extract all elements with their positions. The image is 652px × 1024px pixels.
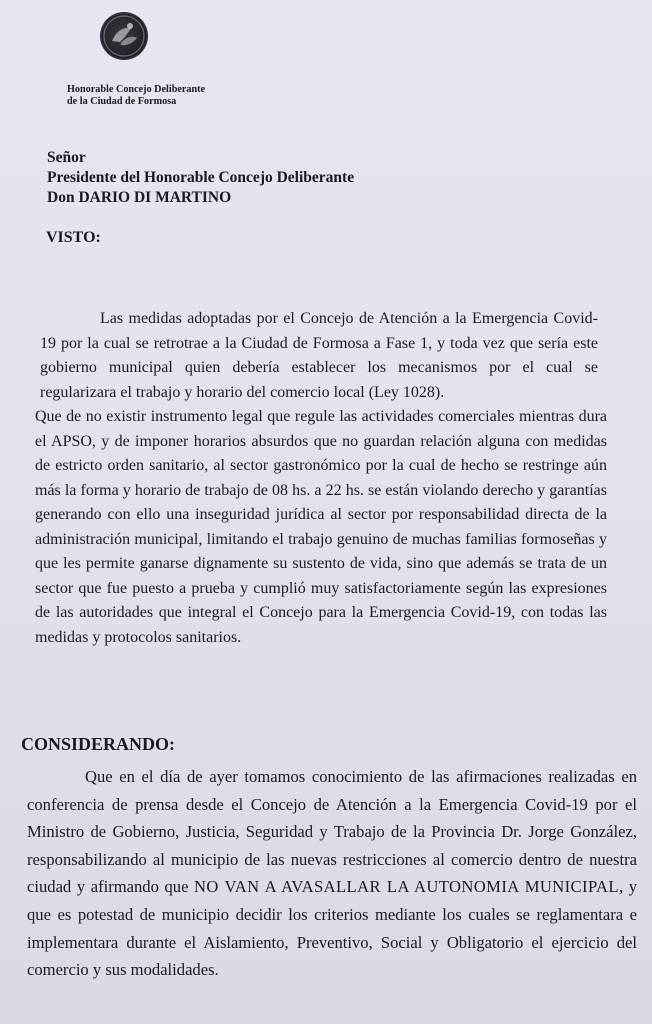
visto-paragraph-2: Que de no existir instrumento legal que regule las actividades comerciales mientras dura el APSO, y de imponer horarios absurdos que no guardan relación alguna con medidas de estricto orden sanitario, al sector gastronómico por la cual de hecho se restringe aún más la forma y horario de trabajo de 08 hs. a 22 hs. se están violando derecho y garantías generando con ello una inseguridad jurídica al sector por responsabilidad directa de la administración municipal, limitando el trabajo genuino de muchas familias formoseñas y que les permite ganarse dignamente su sustento de vida, sino que además se trata de un sector que fue puesto a prueba y cumplió muy satisfactoriamente según las expresiones de las autoridades que integral el Concejo para la Emergencia Covid-19, con todas las medidas y protocolos sanitarios. xyxy=(35,408,607,646)
addressee-salutation: Señor xyxy=(47,149,86,166)
considerando-emphasis: NO VAN A AVASALLAR LA AUTONOMIA MUNICIPAL xyxy=(194,877,619,897)
considerando-text-part-2: , y que es potestad de municipio decidir los criterios mediante los cuales se reglamentara e implementara durante el Aislamiento, Preventivo, Social y Obligatorio el ejercicio del comercio y sus modalidades. xyxy=(27,877,638,980)
visto-paragraph-1: Las medidas adoptadas por el Concejo de Atención a la Emergencia Covid-19 por la cual se retrotrae a la Ciudad de Formosa a Fase 1, y toda vez que sería este gobierno municipal quien debería establecer los mecanismos por el cual se regularizara el trabajo y horario del comercio local (Ley 1028). xyxy=(40,310,598,401)
considerando-heading: CONSIDERANDO: xyxy=(21,734,176,754)
municipal-seal-logo xyxy=(101,13,147,59)
addressee-block xyxy=(47,148,354,208)
considerando-text-part-1: Que en el día de ayer tomamos conocimiento de las afirmaciones realizadas en conferencia de prensa desde el Concejo de Atención a la Emergencia Covid-19 por el Ministro de Gobierno, Justicia, Seguridad y Trabajo de la Provincia Dr. Jorge González, responsabilizando al municipio de las nuevas restricciones al comercio dentro de nuestra ciudad y afirmando que xyxy=(27,767,637,897)
addressee-title: Presidente del Honorable Concejo Deliberante xyxy=(47,169,355,186)
addressee-name: Don DARIO DI MARTINO xyxy=(47,189,232,206)
org-line-1: Honorable Concejo Deliberante xyxy=(67,84,206,95)
visto-heading: VISTO: xyxy=(46,229,101,246)
organization-name xyxy=(67,84,205,108)
org-line-2: de la Ciudad de Formosa xyxy=(67,96,177,107)
considerando-paragraph xyxy=(27,763,637,984)
